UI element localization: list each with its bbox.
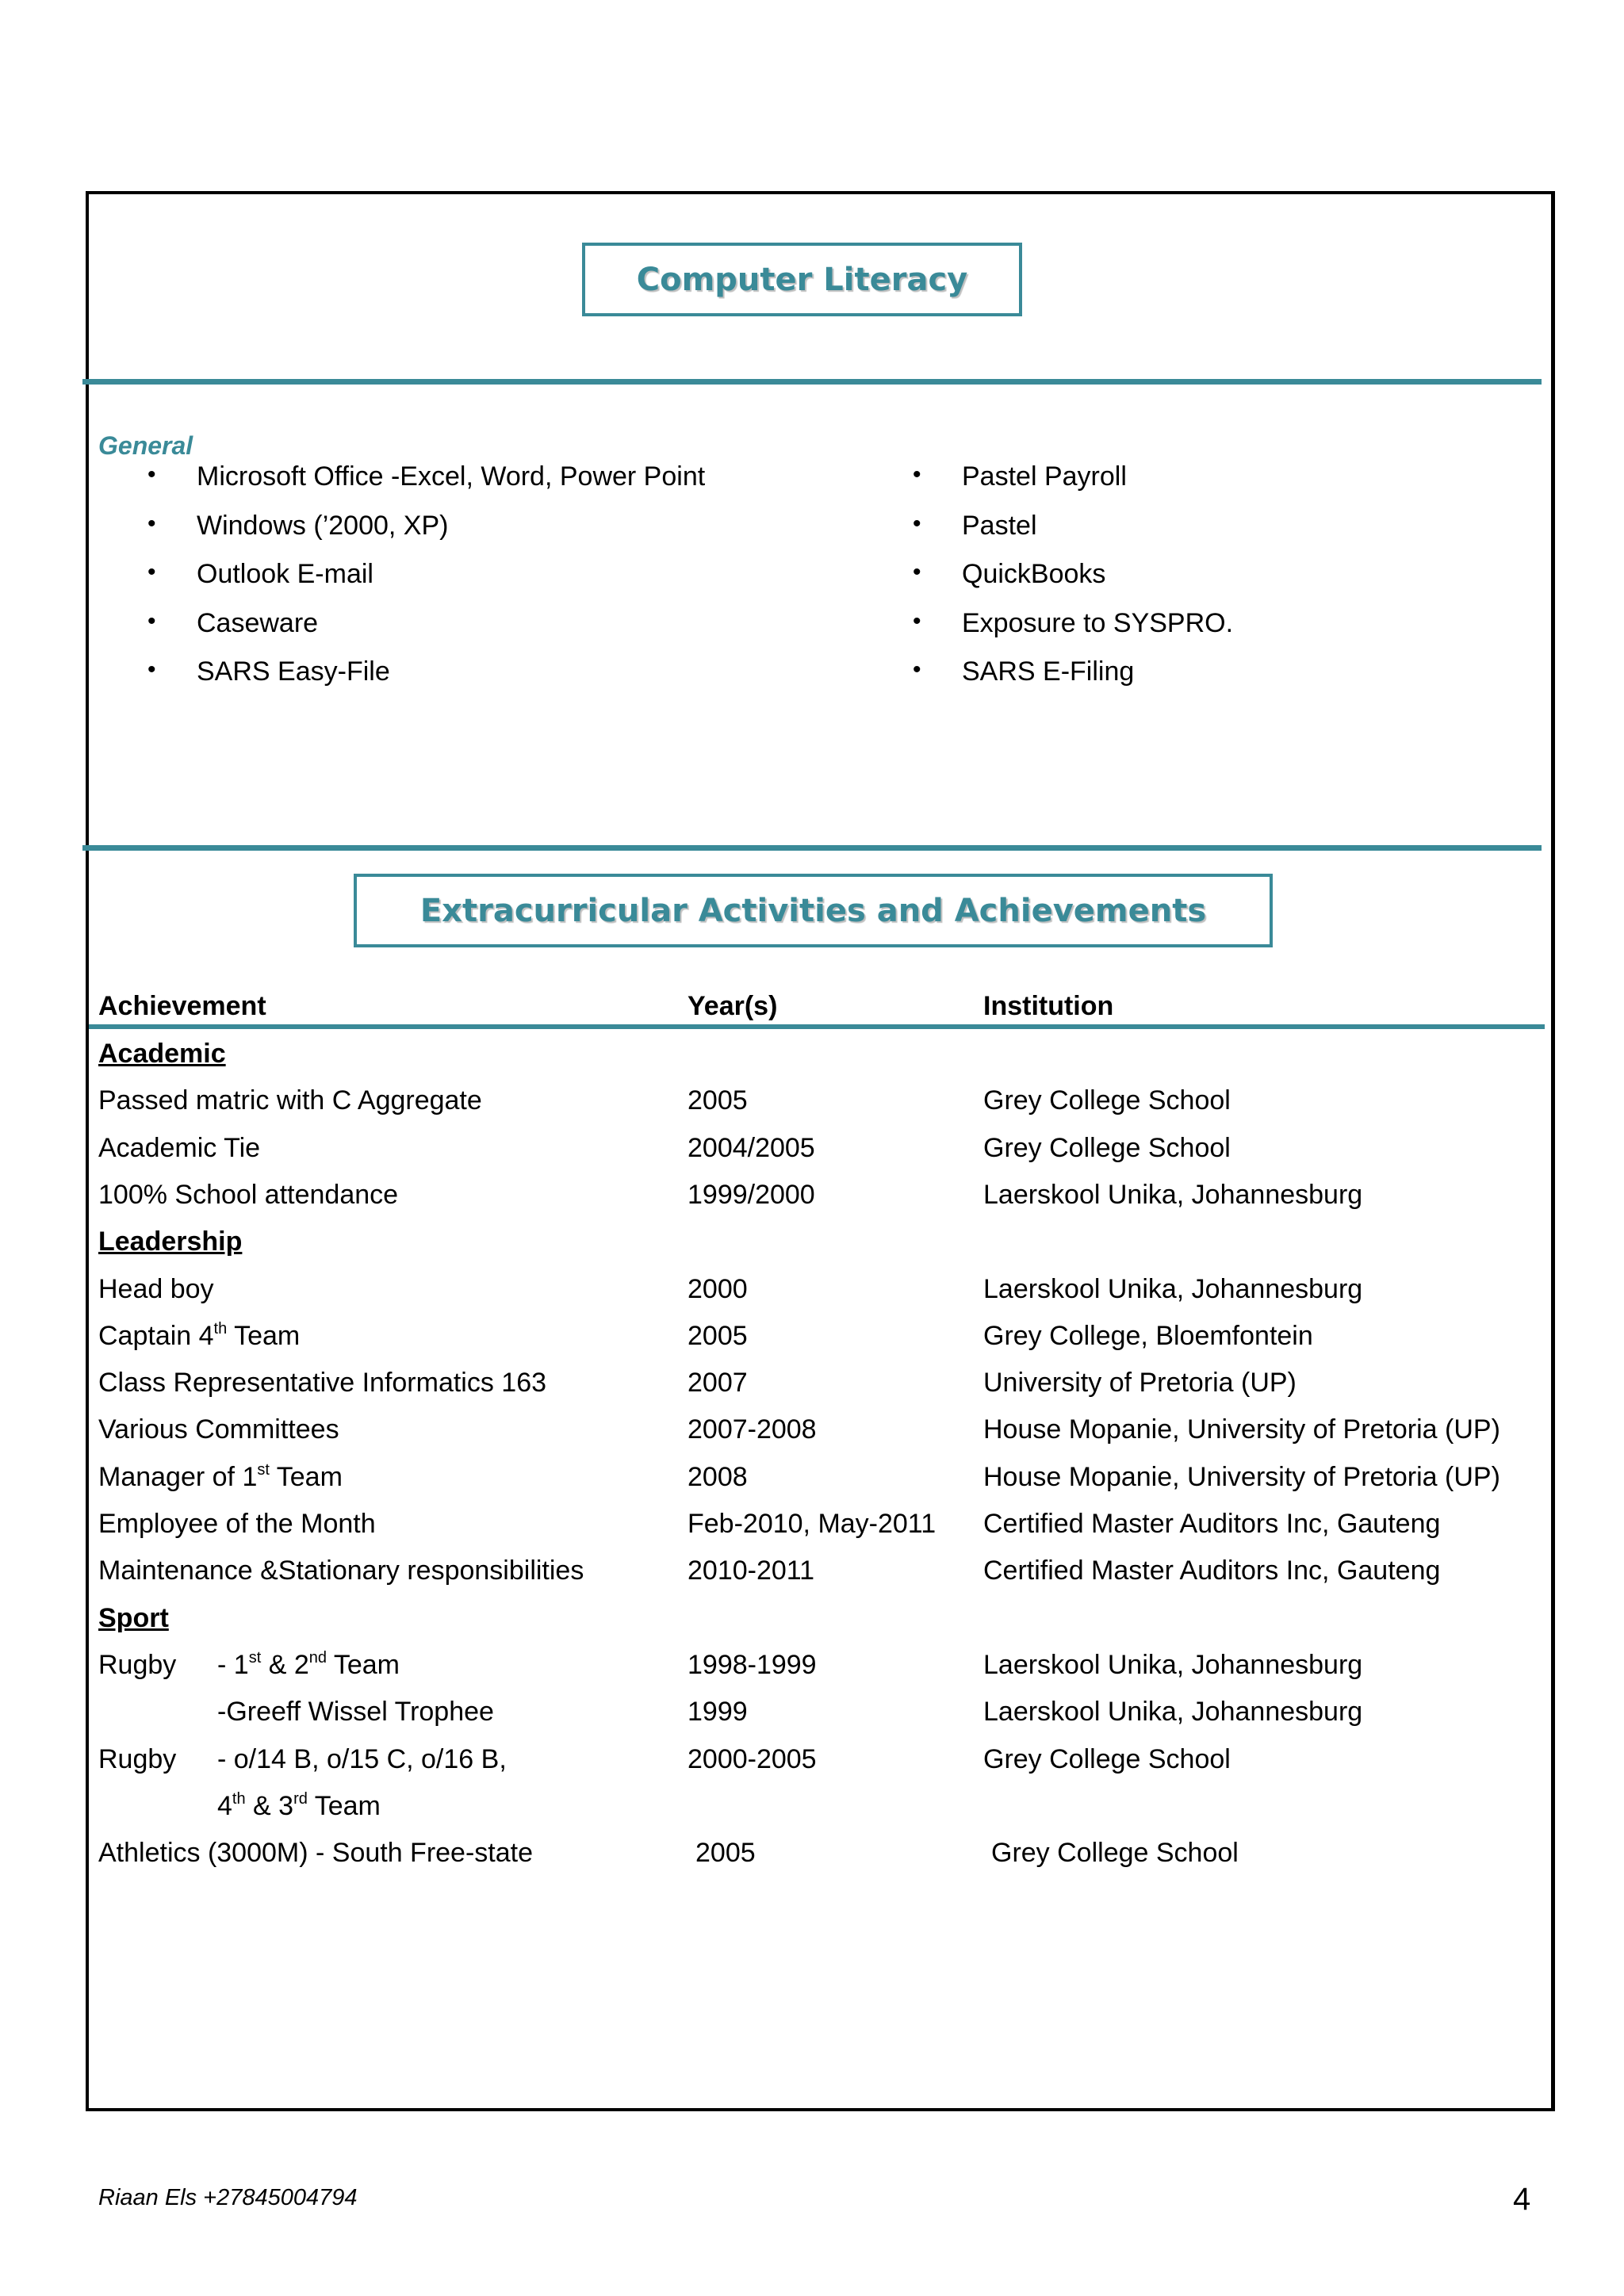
ordinal-suffix: rd (293, 1790, 308, 1808)
skill-list-item (913, 607, 1234, 657)
achievement-cell: 100% School attendance (98, 1180, 399, 1210)
achievement-detail (217, 1650, 400, 1681)
years-cell: 2005 (688, 1321, 748, 1351)
achievement-cell (98, 1462, 343, 1493)
skill-label: Exposure to SYSPRO. (962, 607, 1234, 638)
table-header-underline (89, 1024, 1545, 1029)
section-heading: Leadership (98, 1226, 243, 1257)
achievement-detail: - o/14 B, o/15 C, o/16 B, (217, 1744, 507, 1774)
text-part: - 1 (217, 1650, 249, 1680)
years-cell: 1999/2000 (688, 1180, 815, 1210)
achievement-detail: -Greeff Wissel Trophee (217, 1697, 494, 1727)
ordinal-suffix: th (232, 1790, 246, 1808)
achievement-cell: Head boy (98, 1274, 214, 1304)
institution-cell: Grey College School (983, 1744, 1231, 1774)
text-part: Team (307, 1791, 381, 1821)
achievement-cell: Athletics (3000M) - South Free-state (98, 1838, 534, 1868)
general-label: General (98, 431, 193, 460)
years-cell: 1999 (688, 1697, 748, 1727)
skill-label: Microsoft Office -Excel, Word, Power Point (197, 461, 706, 492)
achievement-cell: Employee of the Month (98, 1509, 376, 1539)
computer-literacy-heading: Computer Literacy (582, 243, 1022, 316)
section-divider-top (82, 379, 1542, 385)
skill-list-item (147, 559, 705, 608)
achievement-cell: Rugby (98, 1650, 177, 1680)
extracurricular-heading: Extracurricular Activities and Achievements (354, 874, 1273, 947)
institution-cell: Laerskool Unika, Johannesburg (983, 1180, 1363, 1210)
text-part: 4 (217, 1791, 232, 1821)
text-part: Team (269, 1462, 343, 1492)
institution-cell: Grey College School (983, 1085, 1231, 1115)
column-header-institution: Institution (983, 991, 1114, 1021)
skill-label: Pastel Payroll (962, 461, 1127, 492)
years-cell: 2010-2011 (688, 1556, 815, 1586)
text-part: Manager of 1 (98, 1462, 258, 1492)
institution-cell: Certified Master Auditors Inc, Gauteng (983, 1509, 1441, 1539)
institution-cell: University of Pretoria (UP) (983, 1368, 1297, 1398)
skill-list-item (913, 461, 1233, 511)
ordinal-suffix: nd (308, 1649, 327, 1667)
institution-cell: Laerskool Unika, Johannesburg (983, 1650, 1363, 1680)
bullet-icon: • (147, 656, 156, 683)
section-heading: Academic (98, 1039, 226, 1069)
years-cell: 2005 (688, 1085, 748, 1115)
text-part: Captain 4 (98, 1321, 214, 1351)
ordinal-suffix: st (248, 1649, 262, 1667)
skill-list-item (147, 656, 705, 706)
text-part: & 3 (245, 1791, 294, 1821)
text-part: & 2 (261, 1650, 309, 1680)
institution-cell: Grey College, Bloemfontein (983, 1321, 1313, 1351)
column-header-achievement: Achievement (98, 991, 266, 1021)
skills-right-list (913, 461, 1234, 706)
skill-list-item (913, 559, 1233, 608)
institution-cell: Grey College School (991, 1838, 1239, 1868)
skill-label: QuickBooks (962, 559, 1106, 589)
ordinal-suffix: th (213, 1320, 228, 1337)
years-cell: 2007-2008 (688, 1414, 817, 1445)
years-cell: 2007 (688, 1368, 748, 1398)
achievement-cell: Class Representative Informatics 163 (98, 1368, 547, 1398)
skill-list-item (147, 510, 705, 560)
bullet-icon: • (913, 510, 921, 537)
bullet-icon: • (147, 461, 156, 488)
years-cell: 1998-1999 (688, 1650, 817, 1680)
years-cell: 2005 (695, 1838, 756, 1868)
bullet-icon: • (147, 559, 156, 585)
text-part: Team (326, 1650, 400, 1680)
bullet-icon: • (147, 607, 156, 634)
bullet-icon: • (913, 461, 921, 488)
years-cell: Feb-2010, May-2011 (688, 1509, 936, 1539)
bullet-icon: • (913, 607, 921, 634)
institution-cell: House Mopanie, University of Pretoria (UP) (983, 1462, 1500, 1492)
skill-label: Outlook E-mail (197, 559, 373, 589)
achievement-cell: Maintenance &Stationary responsibilities (98, 1556, 584, 1586)
institution-cell: Laerskool Unika, Johannesburg (983, 1274, 1363, 1304)
institution-cell: Laerskool Unika, Johannesburg (983, 1697, 1363, 1727)
achievement-cell: Various Committees (98, 1414, 339, 1445)
bullet-icon: • (913, 559, 921, 585)
footer-name-phone: Riaan Els +27845004794 (98, 2185, 358, 2210)
ordinal-suffix: st (257, 1461, 270, 1479)
achievement-cell: Rugby (98, 1744, 177, 1774)
skills-left-list (147, 461, 706, 706)
skill-list-item (147, 607, 705, 657)
institution-cell: House Mopanie, University of Pretoria (UP) (983, 1414, 1500, 1445)
skill-label: SARS E-Filing (962, 656, 1135, 687)
years-cell: 2008 (688, 1462, 748, 1492)
years-cell: 2000-2005 (688, 1744, 817, 1774)
skill-label: Pastel (962, 510, 1037, 541)
years-cell: 2000 (688, 1274, 748, 1304)
skill-label: Caseware (197, 607, 319, 638)
bullet-icon: • (147, 510, 156, 537)
institution-cell: Certified Master Auditors Inc, Gauteng (983, 1556, 1441, 1586)
achievement-cell (98, 1321, 300, 1352)
skill-list-item (913, 510, 1233, 560)
section-divider-middle (82, 845, 1542, 851)
institution-cell: Grey College School (983, 1133, 1231, 1163)
skill-label: Windows (’2000, XP) (197, 510, 449, 541)
column-header-years: Year(s) (688, 991, 778, 1021)
years-cell: 2004/2005 (688, 1133, 815, 1163)
achievement-cell: Academic Tie (98, 1133, 261, 1163)
bullet-icon: • (913, 656, 921, 683)
skill-list-item (147, 461, 706, 511)
skill-label: SARS Easy-File (197, 656, 390, 687)
text-part: Team (227, 1321, 301, 1351)
skill-list-item (913, 656, 1233, 706)
section-heading: Sport (98, 1603, 169, 1633)
achievement-cell: Passed matric with C Aggregate (98, 1085, 482, 1115)
achievement-detail (217, 1791, 381, 1822)
page-number: 4 (1513, 2182, 1531, 2217)
